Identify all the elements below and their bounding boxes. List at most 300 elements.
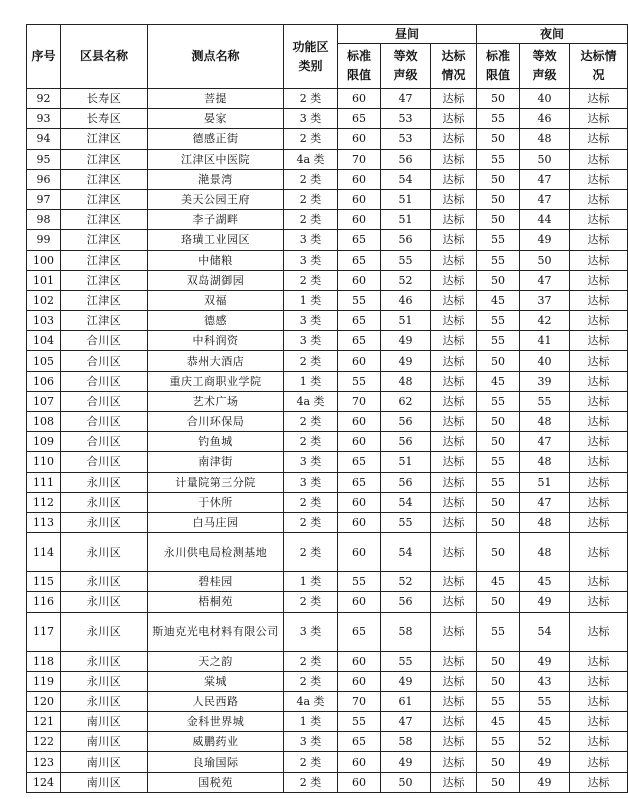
cell-index: 107 [27,391,61,411]
cell-day-status: 达标 [431,492,477,512]
cell-day-limit: 60 [338,752,381,772]
cell-day-limit: 65 [338,732,381,752]
table-row [27,772,628,792]
cell-day-level: 51 [381,452,431,472]
cell-district: 合川区 [61,391,148,411]
cell-day-limit: 65 [338,250,381,270]
cell-night-status: 达标 [570,472,628,492]
cell-night-status: 达标 [570,109,628,129]
cell-night-limit: 55 [477,311,520,331]
cell-zone-type: 3 类 [284,331,338,351]
cell-night-status: 达标 [570,572,628,592]
cell-site: 珞璜工业园区 [148,230,284,250]
cell-night-level: 48 [520,412,570,432]
cell-day-level: 61 [381,691,431,711]
cell-night-limit: 45 [477,290,520,310]
table-row [27,452,628,472]
cell-day-level: 54 [381,533,431,572]
cell-site: 棠城 [148,671,284,691]
cell-zone-type: 2 类 [284,89,338,109]
cell-district: 南川区 [61,732,148,752]
table-row [27,512,628,532]
cell-night-limit: 55 [477,391,520,411]
cell-site: 江津区中医院 [148,149,284,169]
cell-day-status: 达标 [431,391,477,411]
cell-index: 111 [27,472,61,492]
header-day-status: 达标情况 [431,44,477,89]
cell-site: 滟景湾 [148,169,284,189]
cell-day-level: 55 [381,250,431,270]
header-night-limit: 标准限值 [477,44,520,89]
cell-night-level: 49 [520,592,570,612]
cell-day-level: 51 [381,210,431,230]
cell-night-level: 37 [520,290,570,310]
cell-day-status: 达标 [431,250,477,270]
cell-index: 119 [27,671,61,691]
cell-day-status: 达标 [431,752,477,772]
cell-day-limit: 60 [338,492,381,512]
cell-day-limit: 60 [338,89,381,109]
cell-district: 永川区 [61,691,148,711]
cell-day-status: 达标 [431,651,477,671]
table-row [27,612,628,651]
cell-night-limit: 50 [477,492,520,512]
cell-zone-type: 2 类 [284,492,338,512]
cell-day-limit: 55 [338,712,381,732]
table-row [27,250,628,270]
cell-night-level: 54 [520,612,570,651]
cell-index: 112 [27,492,61,512]
table-row [27,651,628,671]
cell-index: 101 [27,270,61,290]
cell-night-level: 40 [520,89,570,109]
cell-day-status: 达标 [431,533,477,572]
cell-night-level: 41 [520,331,570,351]
cell-zone-type: 1 类 [284,371,338,391]
cell-night-limit: 50 [477,533,520,572]
table-row [27,671,628,691]
cell-day-status: 达标 [431,169,477,189]
cell-day-level: 49 [381,331,431,351]
cell-night-limit: 50 [477,512,520,532]
cell-index: 109 [27,432,61,452]
cell-site: 国税苑 [148,772,284,792]
cell-zone-type: 1 类 [284,290,338,310]
cell-index: 110 [27,452,61,472]
cell-day-limit: 60 [338,351,381,371]
cell-night-limit: 55 [477,612,520,651]
cell-day-level: 53 [381,129,431,149]
cell-day-limit: 65 [338,612,381,651]
cell-zone-type: 2 类 [284,129,338,149]
table-row [27,472,628,492]
cell-night-status: 达标 [570,230,628,250]
table-row [27,270,628,290]
table-row [27,712,628,732]
cell-night-level: 47 [520,169,570,189]
cell-day-limit: 60 [338,651,381,671]
cell-night-level: 45 [520,712,570,732]
cell-night-limit: 55 [477,472,520,492]
cell-index: 102 [27,290,61,310]
cell-district: 永川区 [61,612,148,651]
cell-district: 永川区 [61,671,148,691]
cell-night-level: 48 [520,129,570,149]
cell-index: 117 [27,612,61,651]
cell-district: 江津区 [61,129,148,149]
cell-day-status: 达标 [431,512,477,532]
cell-site: 美天公园王府 [148,189,284,209]
table-row [27,129,628,149]
cell-site: 双岛湖御园 [148,270,284,290]
cell-index: 94 [27,129,61,149]
table-row [27,533,628,572]
cell-night-level: 48 [520,533,570,572]
table-row [27,230,628,250]
cell-site: 金科世界城 [148,712,284,732]
cell-night-level: 52 [520,732,570,752]
cell-night-limit: 55 [477,109,520,129]
cell-index: 100 [27,250,61,270]
cell-site: 中科润资 [148,331,284,351]
cell-night-status: 达标 [570,311,628,331]
cell-day-limit: 60 [338,512,381,532]
cell-index: 108 [27,412,61,432]
cell-zone-type: 2 类 [284,412,338,432]
header-district: 区县名称 [61,25,148,89]
cell-zone-type: 2 类 [284,671,338,691]
cell-night-status: 达标 [570,210,628,230]
header-row-1 [27,25,628,44]
cell-district: 合川区 [61,412,148,432]
cell-day-level: 49 [381,752,431,772]
cell-zone-type: 3 类 [284,311,338,331]
cell-night-limit: 45 [477,371,520,391]
cell-day-level: 51 [381,311,431,331]
cell-index: 104 [27,331,61,351]
cell-night-status: 达标 [570,712,628,732]
cell-night-level: 49 [520,651,570,671]
cell-day-status: 达标 [431,371,477,391]
cell-night-status: 达标 [570,149,628,169]
cell-site: 天之韵 [148,651,284,671]
cell-district: 合川区 [61,432,148,452]
cell-day-limit: 60 [338,270,381,290]
cell-district: 江津区 [61,210,148,230]
cell-site: 碧桂园 [148,572,284,592]
cell-district: 合川区 [61,351,148,371]
cell-district: 永川区 [61,572,148,592]
cell-day-status: 达标 [431,412,477,432]
cell-index: 105 [27,351,61,371]
cell-district: 江津区 [61,290,148,310]
cell-site: 人民西路 [148,691,284,711]
cell-index: 95 [27,149,61,169]
cell-zone-type: 2 类 [284,169,338,189]
cell-day-level: 56 [381,230,431,250]
cell-night-status: 达标 [570,671,628,691]
cell-day-level: 58 [381,732,431,752]
header-night: 夜间 [477,25,628,44]
cell-day-limit: 60 [338,412,381,432]
cell-district: 江津区 [61,189,148,209]
cell-day-status: 达标 [431,572,477,592]
table-row [27,691,628,711]
cell-night-status: 达标 [570,612,628,651]
cell-zone-type: 3 类 [284,230,338,250]
cell-night-level: 48 [520,512,570,532]
cell-night-level: 47 [520,492,570,512]
cell-index: 122 [27,732,61,752]
cell-day-status: 达标 [431,592,477,612]
cell-index: 124 [27,772,61,792]
cell-day-limit: 65 [338,452,381,472]
cell-day-status: 达标 [431,351,477,371]
cell-night-status: 达标 [570,452,628,472]
cell-night-status: 达标 [570,512,628,532]
table-row [27,592,628,612]
cell-zone-type: 2 类 [284,752,338,772]
cell-night-level: 55 [520,691,570,711]
cell-day-status: 达标 [431,270,477,290]
cell-day-limit: 70 [338,391,381,411]
cell-index: 98 [27,210,61,230]
table-row [27,371,628,391]
cell-night-level: 44 [520,210,570,230]
cell-day-status: 达标 [431,712,477,732]
cell-day-status: 达标 [431,290,477,310]
cell-zone-type: 1 类 [284,572,338,592]
cell-day-status: 达标 [431,671,477,691]
cell-night-limit: 50 [477,651,520,671]
cell-day-limit: 60 [338,432,381,452]
cell-zone-type: 2 类 [284,512,338,532]
cell-district: 永川区 [61,651,148,671]
cell-day-status: 达标 [431,149,477,169]
cell-zone-type: 3 类 [284,250,338,270]
table-row [27,331,628,351]
cell-day-status: 达标 [431,311,477,331]
cell-day-limit: 65 [338,311,381,331]
table-row [27,210,628,230]
cell-day-status: 达标 [431,331,477,351]
cell-zone-type: 3 类 [284,612,338,651]
cell-district: 南川区 [61,712,148,732]
table-row [27,149,628,169]
cell-day-status: 达标 [431,432,477,452]
cell-district: 江津区 [61,149,148,169]
cell-zone-type: 2 类 [284,210,338,230]
cell-night-level: 50 [520,250,570,270]
cell-site: 重庆工商职业学院 [148,371,284,391]
cell-index: 113 [27,512,61,532]
cell-day-limit: 60 [338,169,381,189]
cell-night-level: 49 [520,752,570,772]
cell-day-level: 49 [381,671,431,691]
cell-night-limit: 50 [477,169,520,189]
cell-night-status: 达标 [570,129,628,149]
table-row [27,109,628,129]
table-row [27,290,628,310]
cell-night-level: 48 [520,452,570,472]
cell-day-limit: 60 [338,129,381,149]
cell-night-level: 47 [520,270,570,290]
cell-night-status: 达标 [570,331,628,351]
cell-day-level: 52 [381,572,431,592]
cell-zone-type: 2 类 [284,592,338,612]
cell-night-status: 达标 [570,432,628,452]
cell-night-status: 达标 [570,772,628,792]
cell-zone-type: 4a 类 [284,691,338,711]
table-row [27,311,628,331]
cell-index: 115 [27,572,61,592]
cell-night-status: 达标 [570,732,628,752]
cell-night-limit: 50 [477,89,520,109]
cell-night-status: 达标 [570,592,628,612]
cell-day-level: 56 [381,472,431,492]
cell-night-level: 47 [520,189,570,209]
cell-index: 118 [27,651,61,671]
cell-zone-type: 1 类 [284,712,338,732]
table-row [27,391,628,411]
cell-district: 合川区 [61,331,148,351]
cell-night-status: 达标 [570,189,628,209]
table-row [27,432,628,452]
cell-district: 永川区 [61,592,148,612]
cell-index: 96 [27,169,61,189]
cell-district: 长寿区 [61,89,148,109]
cell-night-limit: 50 [477,671,520,691]
cell-index: 116 [27,592,61,612]
cell-night-limit: 50 [477,270,520,290]
cell-day-status: 达标 [431,89,477,109]
cell-site: 梧桐苑 [148,592,284,612]
cell-day-status: 达标 [431,210,477,230]
cell-index: 93 [27,109,61,129]
cell-day-level: 62 [381,391,431,411]
cell-night-status: 达标 [570,250,628,270]
cell-site: 李子湖畔 [148,210,284,230]
cell-zone-type: 2 类 [284,651,338,671]
cell-night-level: 50 [520,149,570,169]
cell-day-level: 56 [381,149,431,169]
cell-day-limit: 65 [338,230,381,250]
cell-night-status: 达标 [570,651,628,671]
cell-index: 99 [27,230,61,250]
cell-district: 长寿区 [61,109,148,129]
cell-day-limit: 65 [338,331,381,351]
cell-day-limit: 60 [338,210,381,230]
cell-night-limit: 55 [477,691,520,711]
cell-site: 威鹏药业 [148,732,284,752]
cell-night-level: 42 [520,311,570,331]
cell-district: 永川区 [61,472,148,492]
cell-night-limit: 55 [477,250,520,270]
cell-day-limit: 60 [338,671,381,691]
cell-night-level: 46 [520,109,570,129]
cell-night-limit: 50 [477,752,520,772]
header-night-status: 达标情况 [570,44,628,89]
cell-zone-type: 3 类 [284,452,338,472]
cell-day-level: 49 [381,351,431,371]
table-row [27,169,628,189]
cell-zone-type: 2 类 [284,270,338,290]
table-row [27,189,628,209]
cell-day-level: 50 [381,772,431,792]
cell-day-level: 51 [381,189,431,209]
cell-site: 合川环保局 [148,412,284,432]
cell-site: 艺术广场 [148,391,284,411]
cell-day-level: 54 [381,169,431,189]
header-day-limit: 标准限值 [338,44,381,89]
cell-district: 永川区 [61,512,148,532]
cell-night-level: 45 [520,572,570,592]
cell-day-limit: 60 [338,772,381,792]
cell-night-level: 55 [520,391,570,411]
cell-day-limit: 55 [338,290,381,310]
table-row [27,732,628,752]
cell-zone-type: 2 类 [284,432,338,452]
cell-site: 恭州大酒店 [148,351,284,371]
cell-night-limit: 55 [477,331,520,351]
cell-night-limit: 45 [477,572,520,592]
header-index: 序号 [27,25,61,89]
cell-site: 德感正街 [148,129,284,149]
cell-night-status: 达标 [570,412,628,432]
cell-day-level: 52 [381,270,431,290]
table-row [27,412,628,432]
cell-index: 103 [27,311,61,331]
cell-site: 计量院第三分院 [148,472,284,492]
cell-night-limit: 50 [477,772,520,792]
cell-day-level: 54 [381,492,431,512]
cell-day-level: 58 [381,612,431,651]
cell-zone-type: 2 类 [284,772,338,792]
cell-night-limit: 50 [477,592,520,612]
cell-index: 97 [27,189,61,209]
cell-index: 114 [27,533,61,572]
cell-district: 江津区 [61,270,148,290]
cell-zone-type: 2 类 [284,351,338,371]
cell-night-level: 43 [520,671,570,691]
cell-night-status: 达标 [570,691,628,711]
cell-night-level: 49 [520,230,570,250]
cell-day-limit: 55 [338,371,381,391]
cell-district: 江津区 [61,169,148,189]
cell-night-status: 达标 [570,290,628,310]
cell-night-status: 达标 [570,492,628,512]
cell-zone-type: 2 类 [284,189,338,209]
cell-zone-type: 3 类 [284,472,338,492]
cell-zone-type: 2 类 [284,533,338,572]
cell-day-status: 达标 [431,772,477,792]
cell-night-status: 达标 [570,391,628,411]
cell-zone-type: 4a 类 [284,391,338,411]
cell-site: 斯迪克光电材料有限公司 [148,612,284,651]
cell-index: 92 [27,89,61,109]
cell-day-limit: 60 [338,592,381,612]
table-row [27,752,628,772]
cell-day-status: 达标 [431,109,477,129]
cell-night-limit: 55 [477,452,520,472]
cell-day-level: 47 [381,712,431,732]
header-day: 昼间 [338,25,477,44]
cell-site: 于休所 [148,492,284,512]
cell-night-status: 达标 [570,169,628,189]
cell-day-level: 53 [381,109,431,129]
cell-zone-type: 4a 类 [284,149,338,169]
cell-day-limit: 60 [338,189,381,209]
